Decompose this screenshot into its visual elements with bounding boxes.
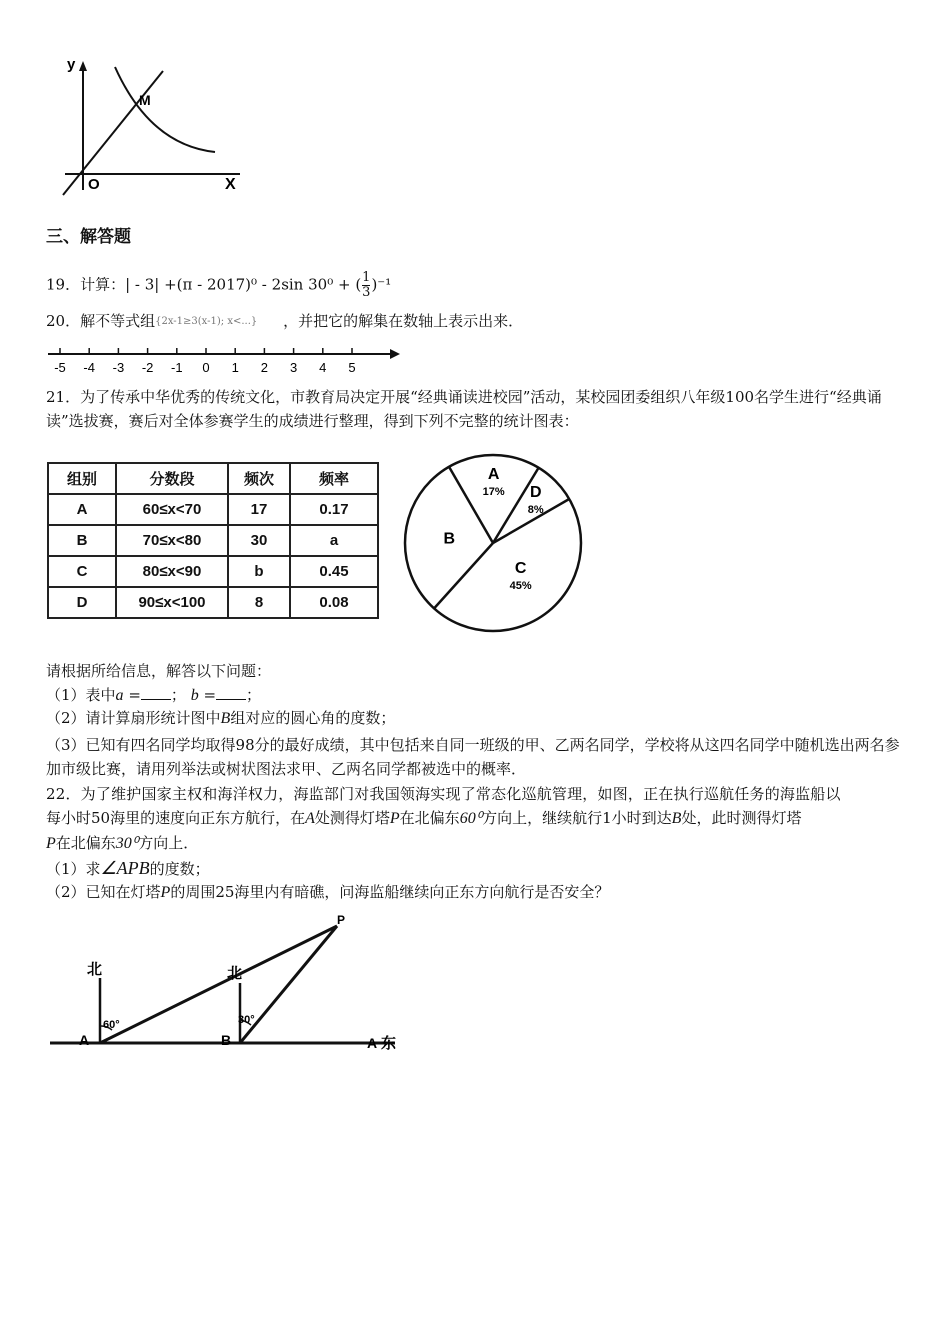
table-cell: C — [48, 556, 116, 587]
q22-sub2-rest: 的周围25海里内有暗礁，问海监船继续向正东方向航行是否安全？ — [170, 883, 610, 901]
number-line-tick-label: 5 — [348, 360, 356, 374]
point-a-label: A — [79, 1032, 90, 1048]
q22-l3a: 在北偏东 — [55, 834, 116, 852]
pie-percent-label: 17% — [482, 486, 505, 499]
number-line-tick-label: -1 — [171, 360, 183, 374]
pie-percent-label: 45% — [509, 580, 532, 593]
q21-sub1 — [46, 683, 910, 707]
section-title: 三、解答题 — [46, 227, 131, 247]
q19-exponent: )⁻¹ — [371, 275, 392, 294]
table-row — [48, 494, 378, 525]
table-cell: 70≤x<80 — [116, 525, 228, 556]
q22-l3b: 方向上． — [138, 834, 199, 852]
point-p-label: P — [337, 913, 346, 927]
number-line-tick-label: 0 — [202, 360, 210, 374]
table-cell: b — [228, 556, 290, 587]
east-label: 东 — [381, 1035, 397, 1052]
table-cell: 0.45 — [290, 556, 378, 587]
ship-diagram — [45, 908, 415, 1058]
pie-label: D — [529, 484, 542, 502]
q22-l2b: 处测得灯塔 — [314, 809, 390, 827]
table-cell: 90≤x<100 — [116, 587, 228, 618]
q22-l2c: 在北偏东 — [399, 809, 460, 827]
q22-sub1 — [46, 856, 910, 881]
q22-l2d: 方向上，继续航行1小时到达 — [482, 809, 672, 827]
q22-sub1-text: （1）求 — [46, 860, 101, 878]
pie-label: A — [487, 466, 500, 484]
number-line-tick-label: -4 — [83, 360, 95, 374]
table-cell: 30 — [228, 525, 290, 556]
pie-percent-label: 8% — [527, 504, 544, 517]
table-row — [48, 587, 378, 618]
table-header-cell: 频率 — [290, 463, 378, 494]
point-m-label: M — [139, 92, 151, 108]
q19-number: 19．计算： — [46, 275, 126, 294]
table-header-cell: 频次 — [228, 463, 290, 494]
q22-l2a: 每小时50海里的速度向正东方航行，在 — [46, 809, 306, 827]
q19-expression: | - 3| +(π - 2017)⁰ - 2sin 30⁰ + ( — [125, 275, 362, 294]
q21-prompt: 请根据所给信息，解答以下问题： — [46, 662, 272, 680]
angle-60: 60⁰ — [459, 810, 483, 827]
q21-sub1-end: ； — [246, 686, 262, 704]
q21-sub3: （3）已知有四名同学均取得98分的最好成绩，其中包括来自同一班级的甲、乙两名同学，学校将从这四名同学中随机选出两名参加市级比赛，请用列举法或树状图法求甲、乙两名同学都被选中的概率． — [46, 736, 900, 778]
question-20 — [46, 310, 910, 332]
q22-line3 — [46, 831, 910, 856]
pie-label: C — [514, 560, 527, 578]
q21-sub1-text: （1）表中 — [46, 686, 116, 704]
table-row — [48, 556, 378, 587]
var-B: B — [220, 710, 231, 727]
q21-sub2 — [46, 707, 910, 730]
table-cell: 80≤x<90 — [116, 556, 228, 587]
point-P: P — [389, 810, 400, 827]
angle-60-label: 60° — [103, 1019, 120, 1031]
q20-text-a: 20．解不等式组 — [46, 312, 156, 330]
q21-sub1-eq: = — [123, 686, 141, 704]
angle-30: 30⁰ — [115, 835, 139, 852]
north-label-b: 北 — [227, 965, 243, 982]
table-header-row — [48, 463, 378, 494]
pie-chart — [402, 452, 584, 634]
q22-l2e: 处，此时测得灯塔 — [681, 809, 802, 827]
table-cell: A — [48, 494, 116, 525]
var-a: a — [115, 687, 124, 704]
number-line — [46, 344, 406, 374]
q21-sub1-sep: ； — [170, 686, 186, 704]
angle-30-label: 30° — [238, 1014, 255, 1026]
blank-b[interactable] — [216, 683, 246, 700]
y-axis-label: y — [67, 56, 76, 73]
point-P-2: P — [46, 835, 56, 852]
q22-sub2-text: （2）已知在灯塔 — [46, 883, 161, 901]
table-cell: B — [48, 525, 116, 556]
number-line-tick-label: -5 — [54, 360, 66, 374]
var-b: b — [190, 687, 199, 704]
q19-fraction-numerator: 1 — [362, 270, 371, 285]
table-cell: a — [290, 525, 378, 556]
table-cell: 8 — [228, 587, 290, 618]
point-P-3: P — [160, 884, 171, 901]
table-header-cell: 组别 — [48, 463, 116, 494]
number-line-tick-label: -2 — [141, 360, 154, 374]
q21-sub1-eq2: = — [198, 686, 217, 704]
q22-sub2 — [46, 880, 910, 905]
origin-label: O — [88, 176, 100, 193]
q21-sub2-text: （2）请计算扇形统计图中 — [46, 709, 221, 727]
blank-a[interactable] — [141, 683, 171, 700]
table-row — [48, 525, 378, 556]
x-axis-label: X — [225, 176, 236, 193]
q22-line1: 22．为了维护国家主权和海洋权力，海监部门对我国领海实现了常态化巡航管理，如图，正在执行巡航任务的海监船以 — [46, 785, 841, 803]
table-cell: 17 — [228, 494, 290, 525]
number-line-tick-label: 1 — [231, 360, 239, 374]
number-line-tick-label: -3 — [112, 360, 125, 374]
frequency-table — [47, 462, 379, 619]
q21-sub2-rest: 组对应的圆心角的度数； — [230, 709, 396, 727]
pie-label: B — [443, 530, 456, 548]
question-19 — [46, 271, 910, 300]
angle-APB: ∠APB — [100, 858, 150, 878]
east-label-a: A — [367, 1035, 378, 1051]
number-line-tick-label: 3 — [289, 360, 298, 374]
table-header-cell: 分数段 — [116, 463, 228, 494]
function-graph — [55, 55, 255, 200]
number-line-arrow — [390, 349, 400, 359]
north-label-a: 北 — [87, 961, 103, 978]
q20-inequality-system: {2x-1≥3(x-1); x<...} — [155, 316, 258, 327]
point-A: A — [305, 810, 315, 827]
q22-line2 — [46, 806, 910, 831]
number-line-tick-label: 2 — [260, 360, 269, 374]
q22-sub1-rest: 的度数； — [149, 860, 210, 878]
table-cell: D — [48, 587, 116, 618]
point-B: B — [671, 810, 682, 827]
table-cell: 0.17 — [290, 494, 378, 525]
q21-intro: 21．为了传承中华优秀的传统文化，市教育局决定开展“经典诵读进校园”活动，某校园团委组织八年级100名学生进行“经典诵读”选拔赛，赛后对全体参赛学生的成绩进行整理，得到下列不完整的统计图表： — [46, 388, 882, 430]
q19-fraction-denominator: 3 — [362, 285, 371, 300]
table-cell: 60≤x<70 — [116, 494, 228, 525]
number-line-tick-label: 4 — [319, 360, 327, 374]
point-b-label: B — [221, 1032, 232, 1048]
q20-text-b: ，并把它的解集在数轴上表示出来． — [283, 312, 524, 330]
table-cell: 0.08 — [290, 587, 378, 618]
